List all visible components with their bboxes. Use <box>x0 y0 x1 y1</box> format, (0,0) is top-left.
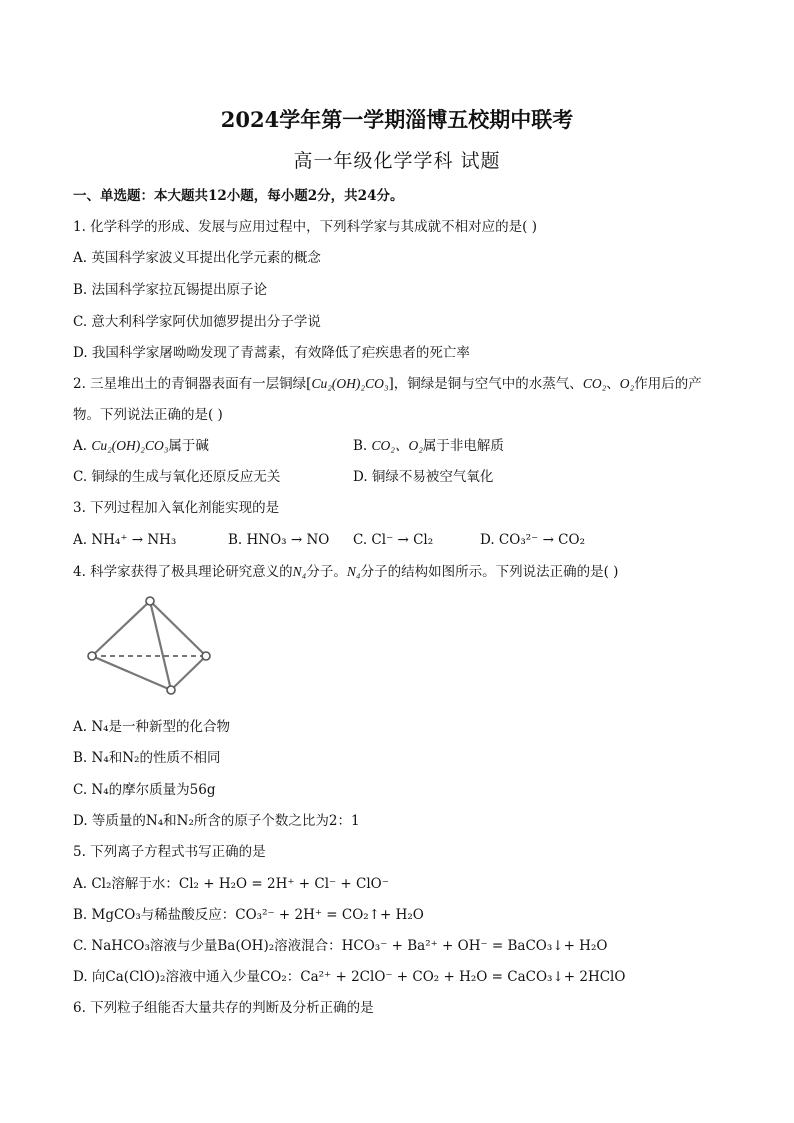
q4-option-c: C. N₄的摩尔质量为56g <box>73 782 216 798</box>
q2-a-prefix: A. <box>73 438 92 454</box>
q2-option-b <box>353 436 504 456</box>
q2-co2: CO₂ <box>582 376 607 391</box>
q4-option-a: A. N₄是一种新型的化合物 <box>73 719 231 735</box>
n4-tetrahedron-diagram <box>82 594 222 698</box>
q2-sep: 、 <box>606 376 620 392</box>
q6-stem: 6. 下列粒子组能否大量共存的判断及分析正确的是 <box>73 1000 374 1016</box>
q2-option-a <box>73 436 209 456</box>
q3-stem: 3. 下列过程加入氧化剂能实现的是 <box>73 500 280 516</box>
q2-option-d: D. 铜绿不易被空气氧化 <box>353 469 494 485</box>
section-heading: 一、单选题：本大题共12小题，每小题2分，共24分。 <box>73 188 404 204</box>
q4-n4: N₄ <box>292 564 307 579</box>
q5-option-d: D. 向Ca(ClO)₂溶液中通入少量CO₂：Ca²⁺ + 2ClO⁻ + CO₂ + H₂O = CaCO₃↓+ 2HClO <box>73 969 626 985</box>
q2-o2: O₂ <box>619 376 635 391</box>
q2-stem-line1 <box>73 374 702 394</box>
q2-a-formula: Cu₂(OH)₂CO₃ <box>91 438 169 453</box>
q3-option-d: D. CO₃²⁻ → CO₂ <box>480 532 585 548</box>
q2-stem-part2: ]，铜绿是铜与空气中的水蒸气、 <box>388 376 583 392</box>
q4-option-b: B. N₄和N₂的性质不相同 <box>73 750 221 766</box>
q4-stem-part2: 分子。 <box>306 564 347 580</box>
q2-stem-part3: 作用后的产 <box>634 376 702 392</box>
exam-title: 2024学年第一学期淄博五校期中联考 <box>220 107 574 132</box>
q2-b-formula: CO₂、O₂ <box>371 438 423 453</box>
q3-option-a: A. NH₄⁺ → NH₃ <box>73 532 177 548</box>
q2-formula: Cu₂(OH)₂CO₃ <box>311 376 389 391</box>
exam-subtitle: 高一年级化学学科 试题 <box>293 150 501 172</box>
q2-b-prefix: B. <box>353 438 372 454</box>
q5-stem: 5. 下列离子方程式书写正确的是 <box>73 844 266 860</box>
q4-stem-part3: 分子的结构如图所示。下列说法正确的是( ) <box>360 564 619 580</box>
q1-stem: 1. 化学科学的形成、发展与应用过程中，下列科学家与其成就不相对应的是( ) <box>73 219 537 235</box>
q1-option-c: C. 意大利科学家阿伏加德罗提出分子学说 <box>73 314 321 330</box>
q2-stem-part1: 2. 三星堆出土的青铜器表面有一层铜绿[ <box>73 376 312 392</box>
q5-option-a: A. Cl₂溶解于水：Cl₂ + H₂O = 2H⁺ + Cl⁻ + ClO⁻ <box>73 876 389 892</box>
q4-n4-repeat: N₄ <box>346 564 361 579</box>
q4-stem-part1: 4. 科学家获得了极具理论研究意义的 <box>73 564 293 580</box>
q2-stem-line2: 物。下列说法正确的是( ) <box>73 407 223 423</box>
q3-option-c: C. Cl⁻ → Cl₂ <box>353 532 434 548</box>
tetrahedron-edges <box>92 601 206 690</box>
q4-stem <box>73 562 618 582</box>
q1-option-a: A. 英国科学家波义耳提出化学元素的概念 <box>73 250 321 266</box>
q2-option-c: C. 铜绿的生成与氧化还原反应无关 <box>73 469 281 485</box>
q2-b-text: 属于非电解质 <box>422 438 504 454</box>
q5-option-b: B. MgCO₃与稀盐酸反应：CO₃²⁻ + 2H⁺ = CO₂↑+ H₂O <box>73 907 424 923</box>
q2-a-text: 属于碱 <box>168 438 209 454</box>
q1-option-b: B. 法国科学家拉瓦锡提出原子论 <box>73 282 268 298</box>
q5-option-c: C. NaHCO₃溶液与少量Ba(OH)₂溶液混合：HCO₃⁻ + Ba²⁺ + OH⁻ = BaCO₃↓+ H₂O <box>73 938 608 954</box>
q3-option-b: B. HNO₃ → NO <box>228 532 330 548</box>
q4-option-d: D. 等质量的N₄和N₂所含的原子个数之比为2：1 <box>73 813 360 829</box>
q1-option-d: D. 我国科学家屠呦呦发现了青蒿素，有效降低了疟疾患者的死亡率 <box>73 345 470 361</box>
